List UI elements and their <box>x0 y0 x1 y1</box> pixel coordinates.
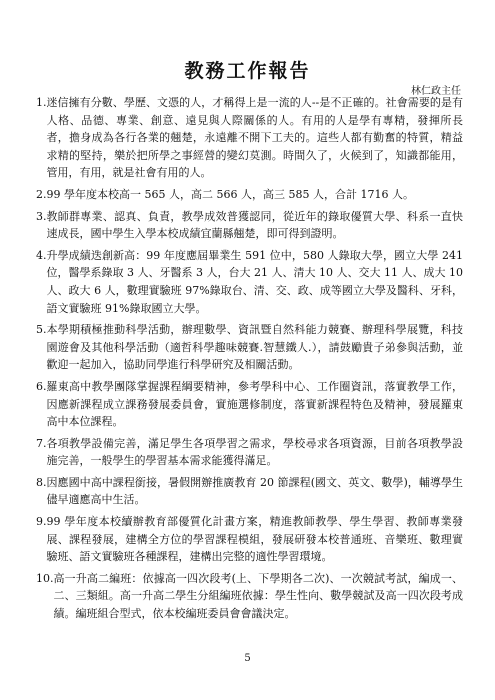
list-item <box>36 474 463 509</box>
list-item <box>36 94 463 182</box>
page-title: 教務工作報告 <box>184 60 311 82</box>
list-item <box>36 513 463 566</box>
list-item <box>36 321 463 374</box>
list-item <box>36 570 463 623</box>
page-number: 5 <box>244 653 251 664</box>
report-items <box>36 94 463 627</box>
item-text: 高一升高二編班：依據高一四次段考(上、下學期各二次)、一次競試考試，編成一、二、三類組。高一升高二學生分組編班依據：學生性向、數學競試及高一四次段考成績。編班組合型式，依本校編班委員會會議決定。 <box>53 571 463 621</box>
item-number: 4. <box>36 248 47 262</box>
item-text: 99 學年度本校續辦教育部優質化計畫方案，精進教師教學、學生學習、教師專業發展、課程發展，建構全方位的學習課程模組，發展研發本校普通班、音樂班、數理實驗班、語文實驗班各種課程，建構出完整的適性學習環境。 <box>46 515 463 564</box>
item-text: 升學成績迭創新高：99 年度應屆畢業生 591 位中，580 人錄取大學，國立大學 241 位，醫學系錄取 3 人、牙醫系 3 人，台大 21 人、清大 10 人、交大 11 人、成大 10 人、政大 6 人，數理實驗班 97%錄取台、清、交、政、成等國立大學及醫科、牙科，語文實驗班 91%錄取國立大學。 <box>46 248 463 315</box>
item-text: 各項教學設備完善，滿足學生各項學習之需求，學校尋求各項資源，目前各項教學設施完善，一般學生的學習基本需求能獲得滿足。 <box>46 436 463 468</box>
item-number: 7. <box>36 436 47 450</box>
list-item <box>36 186 463 204</box>
list-item <box>36 435 463 470</box>
item-text: 羅東高中教學團隊掌握課程綱要精神，參考學科中心、工作圈資訊，落實教學工作，因應新課程成立課務發展委員會，實施選修制度，落實新課程特色及精神，發展羅東高中本位課程。 <box>46 379 463 429</box>
item-number: 1. <box>36 96 47 109</box>
item-number: 6. <box>36 379 47 393</box>
item-number: 3. <box>36 209 47 223</box>
list-item <box>36 208 463 243</box>
item-number: 2. <box>36 187 47 201</box>
item-text: 因應國中高中課程銜接，暑假開辦推廣教育 20 節課程(國文、英文、數學)，輔導學生儘早適應高中生活。 <box>46 475 463 507</box>
list-item <box>36 247 463 317</box>
list-item <box>36 378 463 431</box>
author-line: 林仁政主任 <box>411 86 461 97</box>
item-text: 本學期積極推動科學活動，辦理數學、資訊暨自然科能力競賽、辦理科學展覽，科技園遊會及其他科學活動（適哲科學趣味競賽.智慧鐵人.），請鼓勵貴子弟參與活動，並歡迎一起加入，協助同學進行科學研究及相關活動。 <box>46 323 463 372</box>
item-number: 10. <box>36 571 54 585</box>
item-number: 8. <box>36 475 47 489</box>
item-text: 迷信擁有分數、學歷、文憑的人，才稱得上是一流的人--是不正確的。社會需要的是有人格、品德、專業、創意、遠見與人際關係的人。有用的人是學有專精，發揮所長者，擔身成為各行各業的翹楚，永遠離不開下工夫的。這些人都有勤奮的特質，精益求精的堅持，樂於把所學之事經營的變幻莫測。時間久了，火候到了，知識都能用，管用，有用，就是社會有用的人。 <box>46 96 463 180</box>
item-number: 5. <box>36 323 47 337</box>
item-text: 99 學年度本校高一 565 人，高二 566 人，高三 585 人，合計 1716 人。 <box>46 187 414 201</box>
item-number: 9. <box>36 515 47 529</box>
item-text: 教師群專業、認真、負責，教學成效普獲認同，從近年的錄取優質大學、科系一直快速成長，國中學生入學本校成績宜蘭縣翹楚，即可得到證明。 <box>46 209 463 241</box>
